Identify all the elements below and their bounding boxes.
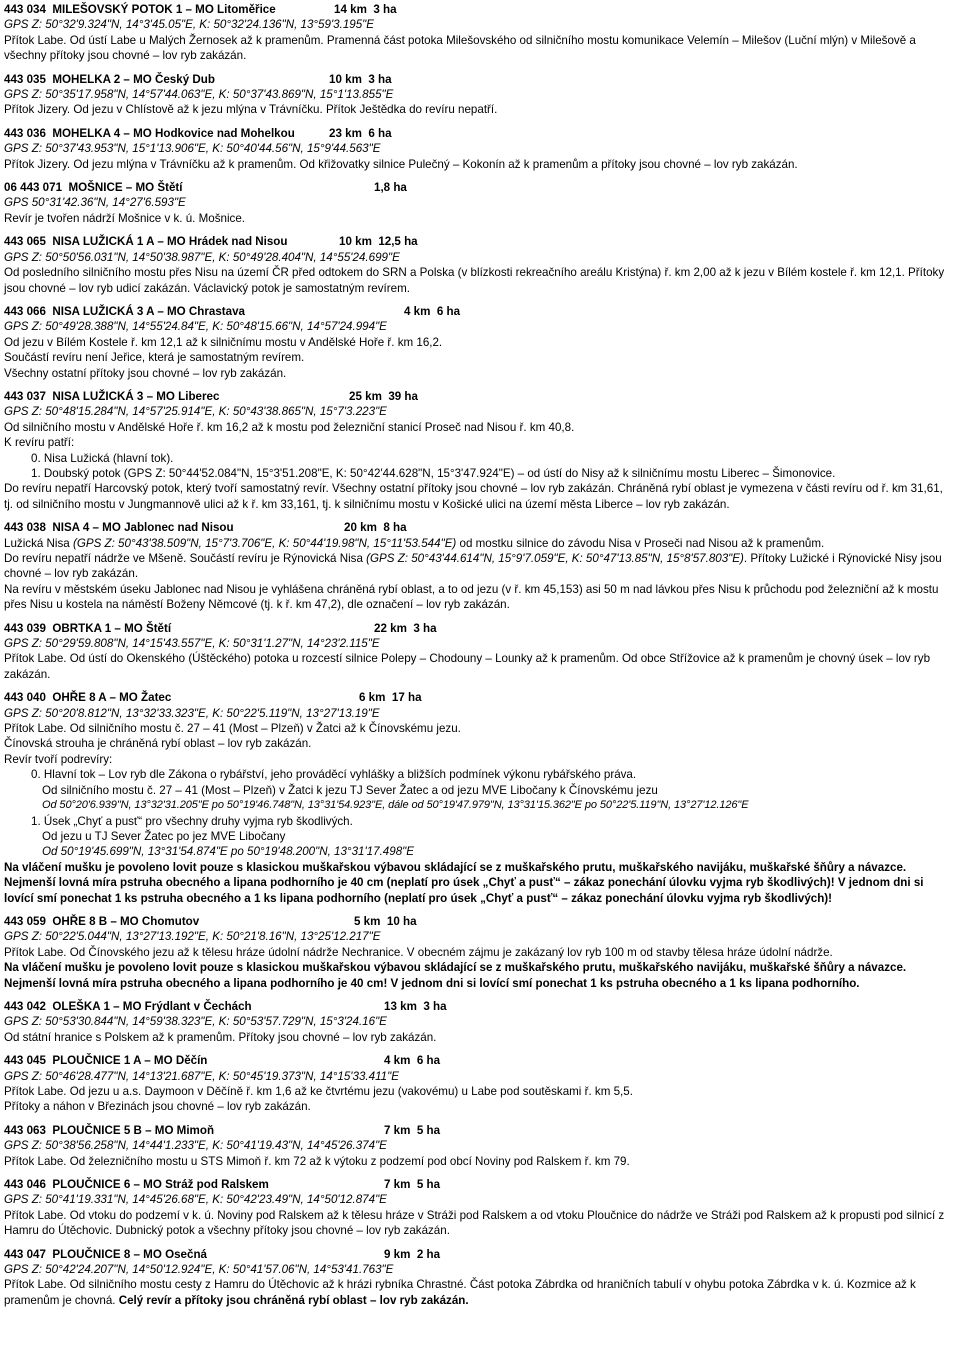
gps-coordinates: GPS Z: 50°22'5.044"N, 13°27'13.192"E, K: 50°21'8.16"N, 13°25'12.217"E (4, 930, 381, 944)
district-entry (4, 621, 954, 683)
text-run: Přítok Labe. Od silničního mostu cesty z Hamru do Útěchovic až k hrázi rybníka Chrastné. Část potoka Zábrdka od hraničních tabulí v ohybu potoka Zábrdka v k. ú. Kozmice až k pramenům je chovná. (4, 1278, 916, 1307)
district-description-line: K revíru patří: (4, 436, 75, 450)
district-name: 443 047 PLOUČNICE 8 – MO Osečná (4, 1247, 207, 1261)
district-description-line: Všechny ostatní přítoky jsou chovné – lov ryb zakázán. (4, 366, 287, 380)
protected-area-notice: Celý revír a přítoky jsou chráněná rybí oblast – lov ryb zakázán. (115, 1293, 469, 1307)
district-entry (4, 690, 954, 906)
gps-coordinates: GPS Z: 50°35'17.958"N, 14°57'44.063"E, K: 50°37'43.869"N, 15°1'13.855"E (4, 88, 394, 102)
district-name: 443 065 NISA LUŽICKÁ 1 A – MO Hrádek nad Nisou (4, 235, 288, 249)
district-entry (4, 180, 954, 226)
district-size: 14 km 3 ha (334, 3, 397, 16)
gps-coordinates: GPS 50°31'42.36"N, 14°27'6.593"E (4, 196, 186, 210)
district-size: 1,8 ha (374, 181, 407, 195)
district-size: 23 km 6 ha (329, 126, 392, 140)
text-run: . Přítoky Lužické i Rýnovické Nisy jsou chovné – lov ryb zakázán. (4, 552, 942, 581)
district-size: 25 km 39 ha (349, 389, 418, 403)
district-description: Přítok Jizery. Od jezu v Chlístově až k jezu mlýna v Trávníčku. Přítok Ještědka do revíru nepatří. (4, 103, 498, 117)
text-run: Do revíru nepatří nádrže ve Mšeně. Součástí revíru je Rýnovická Nisa (4, 552, 367, 565)
district-name: 443 035 MOHELKA 2 – MO Český Dub (4, 72, 215, 86)
gps-coordinates: Od 50°20'6.939"N, 13°32'31.205"E po 50°19'46.748"N, 13°31'54.923"E, dále od 50°19'47.979"N, 13°31'15.362"E po 50°22'5.119"N, 13°27'12.126"E (42, 799, 749, 812)
district-size: 6 km 17 ha (359, 691, 422, 705)
district-entry (4, 1247, 954, 1309)
district-description (4, 551, 954, 582)
district-name: 443 039 OBRTKA 1 – MO Štětí (4, 621, 172, 635)
district-description: Revír je tvořen nádrží Mošnice v k. ú. Mošnice. (4, 211, 245, 225)
district-size: 13 km 3 ha (384, 999, 447, 1013)
district-entry (4, 304, 954, 381)
district-entry (4, 126, 954, 172)
district-entry (4, 1123, 954, 1169)
district-description-line: Od silničního mostu v Andělské Hoře ř. km 16,2 až k mostu pod železniční stanicí Proseč nad Nisou ř. km 40,8. (4, 420, 575, 434)
gps-coordinates: GPS Z: 50°41'19.331"N, 14°45'26.68"E, K: 50°42'23.49"N, 14°50'12.874"E (4, 1193, 387, 1207)
district-name: 443 040 OHŘE 8 A – MO Žatec (4, 691, 172, 705)
entry-heading (4, 914, 954, 929)
district-size: 10 km 3 ha (329, 72, 392, 86)
fishing-rules-notice: Na vláčení mušku je povoleno lovit pouze s klasickou muškařskou výbavou skládající se z muškařského prutu, muškařského navijáku, muškařské šňůry a návazce. Nejmenší lovná míra pstruha obecného a lipana podhorního je 40 cm (neplatí pro úsek „Chyť a pusť“ – zákaz ponechání úlovku vyjma ryb škodlivých)! V jednom dni si lovící smí ponechat 1 ks pstruha obecného a 1 ks lipana podhorního (neplatí pro úsek „Chyť a pusť“ – zákaz ponechání úlovku vyjma ryb škodlivých)! (4, 860, 924, 905)
entry-heading (4, 690, 954, 705)
district-name: 443 063 PLOUČNICE 5 B – MO Mimoň (4, 1123, 215, 1137)
district-name: 443 034 MILEŠOVSKÝ POTOK 1 – MO Litoměřice (4, 3, 276, 16)
district-description-line: Čínovská strouha je chráněná rybí oblast – lov ryb zakázán. (4, 737, 312, 751)
district-name: 443 036 MOHELKA 4 – MO Hodkovice nad Mohelkou (4, 126, 295, 140)
district-description: Do revíru nepatří Harcovský potok, který tvoří samostatný revír. Všechny ostatní přítoky jsou chovné – lov ryb zakázán. Chráněná rybí oblast je vymezena v části revíru od ř. km 31,61, tj. od silničního mostu v Jungmannově ulici až k ř. km 33,161, tj. k silničnímu mostu v Košické ulici na území města Liberce – lov ryb zakázán. (4, 482, 943, 511)
district-entry (4, 1053, 954, 1115)
gps-coordinates: GPS Z: 50°49'28.388"N, 14°55'24.84"E, K: 50°48'15.66"N, 14°57'24.994"E (4, 320, 387, 334)
district-name: 443 046 PLOUČNICE 6 – MO Stráž pod Ralskem (4, 1178, 269, 1192)
district-description: Přítok Labe. Od ústí do Okenského (Úštěckého) potoka u rozcestí silnice Polepy – Chodouny – Lounky až k pramenům. Od obce Střížovice až k pramenům je chovný úsek – lov ryb zakázán. (4, 652, 931, 681)
district-description (4, 1277, 954, 1308)
sub-district-detail: Od silničního mostu č. 27 – 41 (Most – Plzeň) v Žatci k jezu TJ Sever Žatec a od jezu MVE Libočany k Čínovskému jezu (42, 783, 658, 797)
district-entry (4, 914, 954, 991)
district-size: 4 km 6 ha (404, 304, 461, 318)
entry-heading (4, 126, 954, 141)
sub-district-item: 0. Hlavní tok – Lov ryb dle Zákona o rybářství, jeho prováděcí vyhlášky a bližších podmínek výkonu rybářského práva. (31, 768, 637, 782)
district-description: Od posledního silničního mostu přes Nisu na území ČR před odtokem do SRN a Polska (v blízkosti rekreačního areálu Kristýna) ř. km 2,00 až k jezu v Bílém kostele ř. km 12,1. Přítoky jsou chovné – lov ryb udicí zakázán. Václavický potok je samostatným revírem. (4, 266, 945, 295)
entry-heading (4, 1053, 954, 1068)
entry-heading (4, 621, 954, 636)
gps-coordinates: GPS Z: 50°29'59.808"N, 14°15'43.557"E, K: 50°31'1.27"N, 14°23'2.115"E (4, 637, 380, 651)
gps-coordinates: GPS Z: 50°46'28.477"N, 14°13'21.687"E, K: 50°45'19.373"N, 14°15'33.411"E (4, 1069, 399, 1083)
district-name: 06 443 071 MOŠNICE – MO Štětí (4, 181, 183, 195)
fishing-rules-notice: Na vláčení mušku je povoleno lovit pouze s klasickou muškařskou výbavou skládající se z muškařského prutu, muškařského navijáku, muškařské šňůry a návazce. Nejmenší lovná míra pstruha obecného a lipana podhorního je 40 cm! V jednom dni si lovící smí ponechat 1 ks pstruha obecného a 1 ks lipana podhorního. (4, 961, 907, 990)
gps-coordinates: GPS Z: 50°20'8.812"N, 13°32'33.323"E, K: 50°22'5.119"N, 13°27'13.19"E (4, 706, 380, 720)
district-entry (4, 520, 954, 612)
sub-district-detail: Od jezu u TJ Sever Žatec po jez MVE Libočany (42, 829, 286, 843)
gps-coordinates: GPS Z: 50°32'9.324"N, 14°3'45.05"E, K: 50°32'24.136"N, 13°59'3.195"E (4, 18, 375, 32)
district-description: Přítok Labe. Od vtoku do podzemí v k. ú. Noviny pod Ralskem až k tělesu hráze v Stráži pod Ralskem a od vtoku Ploučnice do nádrže ve Stráži pod Ralskem až k propusti pod silnicí z Hamru do Útěchovic. Dubnický potok a všechny přítoky jsou chovné – lov ryb zakázán. (4, 1208, 945, 1238)
entry-heading (4, 389, 954, 404)
entry-heading (4, 2, 954, 17)
district-name: 443 066 NISA LUŽICKÁ 3 A – MO Chrastava (4, 304, 245, 318)
district-description: Přítok Labe. Od ústí Labe u Malých Žernosek až k pramenům. Pramenná část potoka Milešovského od silničního mostu komunikace Velemín – Milešov (Luční mlýn) v Milešově a všechny přítoky jsou chovné – lov ryb zakázán. (4, 33, 916, 63)
gps-coordinates: GPS Z: 50°48'15.284"N, 14°57'25.914"E, K: 50°43'38.865"N, 15°7'3.223"E (4, 405, 387, 419)
list-item: 1. Doubský potok (GPS Z: 50°44'52.084"N, 15°3'51.208"E, K: 50°42'44.628"N, 15°3'47.924"E) – od ústí do Nisy až k silničnímu mostu Liberec – Šimonovice. (31, 466, 836, 480)
entry-heading (4, 234, 954, 249)
district-description (4, 536, 954, 551)
gps-coordinates: (GPS Z: 50°43'44.614"N, 15°9'7.059"E, K: 50°47'13.85"N, 15°8'57.803"E) (366, 552, 744, 565)
district-entry (4, 999, 954, 1045)
district-description: Přítok Labe. Od železničního mostu u STS Mimoň ř. km 72 až k výtoku z podzemí pod obcí Noviny pod Ralskem ř. km 79. (4, 1154, 630, 1168)
district-description: Přítok Jizery. Od jezu mlýna v Trávníčku až k pramenům. Od křižovatky silnice Pulečný – Kokonín až k pramenům a přítoky jsou chovné – lov ryb zakázán. (4, 157, 798, 171)
district-size: 7 km 5 ha (384, 1123, 441, 1137)
district-size: 9 km 2 ha (384, 1247, 441, 1261)
entry-heading (4, 520, 954, 535)
gps-coordinates: GPS Z: 50°50'56.031"N, 14°50'38.987"E, K: 50°49'28.404"N, 14°55'24.699"E (4, 250, 400, 264)
entry-heading (4, 1123, 954, 1138)
gps-coordinates: GPS Z: 50°53'30.844"N, 14°59'38.323"E, K: 50°53'57.729"N, 15°3'24.16"E (4, 1015, 387, 1029)
district-description: Na revíru v městském úseku Jablonec nad Nisou je vyhlášena chráněná rybí oblast, a to od jezu (v ř. km 45,153) asi 50 m nad lávkou přes Nisu k průchodu pod železniční až k mostu přes Nisu u kostela na náměstí Boženy Němcové (tj. k ř. km 47,2), dle označení – lov ryb zakázán. (4, 582, 939, 612)
entry-heading (4, 72, 954, 87)
gps-coordinates: GPS Z: 50°38'56.258"N, 14°44'1.233"E, K: 50°41'19.43"N, 14°45'26.374"E (4, 1139, 387, 1153)
district-description-line: Od jezu v Bílém Kostele ř. km 12,1 až k silničnímu mostu v Andělské Hoře ř. km 16,2. (4, 335, 443, 349)
district-description-line: Přítok Labe. Od silničního mostu č. 27 – 41 (Most – Plzeň) v Žatci až k Čínovskému jezu. (4, 722, 461, 736)
district-name: 443 037 NISA LUŽICKÁ 3 – MO Liberec (4, 389, 220, 403)
entry-heading (4, 304, 954, 319)
text-run: od mostku silnice do závodu Nisa v Proseči nad Nisou až k pramenům. (456, 536, 825, 550)
district-entry (4, 1177, 954, 1239)
district-name: 443 042 OLEŠKA 1 – MO Frýdlant v Čechách (4, 999, 252, 1013)
district-entry (4, 72, 954, 118)
district-name: 443 059 OHŘE 8 B – MO Chomutov (4, 914, 200, 928)
district-description: Od státní hranice s Polskem až k pramenům. Přítoky jsou chovné – lov ryb zakázán. (4, 1030, 437, 1044)
list-item: 0. Nisa Lužická (hlavní tok). (31, 451, 174, 465)
gps-coordinates: GPS Z: 50°42'24.207"N, 14°50'12.924"E, K: 50°41'57.06"N, 14°53'41.763"E (4, 1263, 394, 1277)
district-size: 4 km 6 ha (384, 1054, 441, 1068)
district-entry (4, 2, 954, 64)
gps-coordinates: GPS Z: 50°37'43.953"N, 15°1'13.906"E, K: 50°40'44.56"N, 15°9'44.563"E (4, 142, 381, 156)
district-entry (4, 234, 954, 296)
entry-heading (4, 180, 954, 195)
district-description-line: Revír tvoří podrevíry: (4, 752, 113, 766)
district-size: 5 km 10 ha (354, 914, 417, 928)
district-entry (4, 389, 954, 512)
gps-coordinates: (GPS Z: 50°43'38.509"N, 15°7'3.706"E, K: 50°44'19.98"N, 15°11'53.544"E) (72, 536, 457, 550)
district-description-line: Přítoky a náhon v Březinách jsou chovné – lov ryb zakázán. (4, 1100, 311, 1114)
district-size: 10 km 12,5 ha (339, 235, 418, 249)
entry-heading (4, 999, 954, 1014)
district-description-line: Přítok Labe. Od jezu u a.s. Daymoon v Děčíně ř. km 1,6 až ke čtvrtému jezu (vakovému) u Labe pod soutěskami ř. km 5,5. (4, 1085, 633, 1098)
district-size: 7 km 5 ha (384, 1178, 441, 1192)
district-description: Přítok Labe. Od Čínovského jezu až k tělesu hráze údolní nádrže Nechranice. V obecném zájmu je zakázaný lov ryb 100 m od stavby tělesa hráze údolní nádrže. (4, 945, 833, 959)
district-size: 22 km 3 ha (374, 621, 437, 635)
gps-coordinates: Od 50°19'45.699"N, 13°31'54.874"E po 50°19'48.200"N, 13°31'17.498"E (42, 845, 414, 859)
district-size: 20 km 8 ha (344, 521, 407, 535)
entry-heading (4, 1177, 954, 1192)
district-name: 443 045 PLOUČNICE 1 A – MO Děčín (4, 1054, 208, 1068)
entry-heading (4, 1247, 954, 1262)
text-run: Lužická Nisa (4, 536, 73, 550)
district-description-line: Součástí revíru není Jeřice, která je samostatným revírem. (4, 351, 305, 365)
sub-district-item: 1. Úsek „Chyť a pusť“ pro všechny druhy vyjma ryb škodlivých. (31, 814, 353, 828)
district-name: 443 038 NISA 4 – MO Jablonec nad Nisou (4, 521, 234, 535)
